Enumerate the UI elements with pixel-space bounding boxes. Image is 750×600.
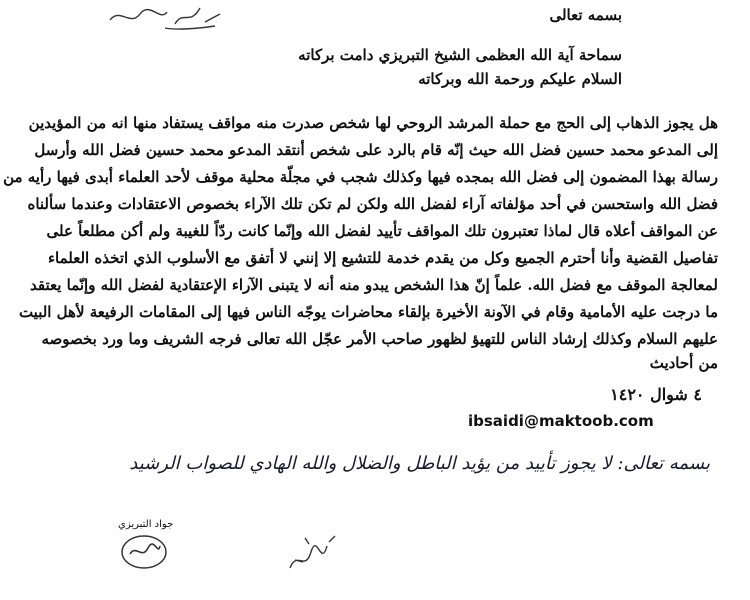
body-line: رسالة بهذا المضمون إلى فضل الله بمجده فيها وكذلك شجب في مجلّة محلية موقف لأحد العلماء أبدى فيها رأيه من <box>3 168 718 186</box>
body-line: تفاصيل القضية وأنا أحترم الجميع وكل من يقدم خدمة للتشيع إلا إنني لا أتفق مع الأسلوب الذي اتخذه العلماء <box>47 249 718 267</box>
body-line: فضل الله واستحسن في أحد مؤلفاته آراء لفضل الله ولكن لم تكن تلك الآراء بخصوص الاعتقادات وعندما سألناه <box>27 195 718 213</box>
body-line: عن المواقف أعلاه قال لماذا تعتبرون تلك المواقف تأييد لفضل الله وإنّما كانت ردّاً للغيبة ولم أكن مطلعاً على <box>46 222 718 240</box>
handwritten-reply: بسمه تعالى: لا يجوز تأييد من يؤيد الباطل والضلال والله الهادي للصواب الرشيد <box>129 453 710 474</box>
body-line: إلى المدعو محمد حسين فضل الله حيث إنّه قام بالرد على شخص أنتقد المدعو محمد حسين فضل الله وأرسل <box>34 141 718 159</box>
letter-opening: بسمه تعالى <box>549 6 622 24</box>
handwritten-signature-bottom <box>285 530 340 575</box>
email-address: ibsaidi@maktoob.com <box>468 412 654 430</box>
letter-date: ٤ شوال ١٤٢٠ <box>610 385 702 404</box>
handwritten-signature-top <box>105 2 225 32</box>
letter-addressee: سماحة آية الله العظمى الشيخ التبريزي دامت بركاته <box>298 46 622 64</box>
body-line: من أحاديث <box>649 354 718 372</box>
seal-name: جواد التبريزي <box>118 519 174 530</box>
body-line: لمعالجة الموقف مع فضل الله. علماً إنّ هذا الشخص يبدو منه أنه لا يتبنى الآراء الإعتقادية لفضل الله وإنّما يعتقد <box>30 276 718 294</box>
body-line: ما درجت عليه الأمامية وقام في الآونة الأخيرة بإلقاء محاضرات يوجّه الناس فيها إلى المقامات الرفيعة لأهل البيت <box>18 303 718 321</box>
body-line: هل يجوز الذهاب إلى الحج مع حملة المرشد الروحي لها شخص صدرت منه مواقف يستفاد منها انه من المؤيدين <box>28 114 718 132</box>
letter-greeting: السلام عليكم ورحمة الله وبركاته <box>418 70 622 88</box>
body-line: عليهم السلام وكذلك إرشاد الناس للتهيؤ لظهور صاحب الأمر عجّل الله تعالى فرجه الشريف وما ورد بخصوصه <box>41 330 718 348</box>
